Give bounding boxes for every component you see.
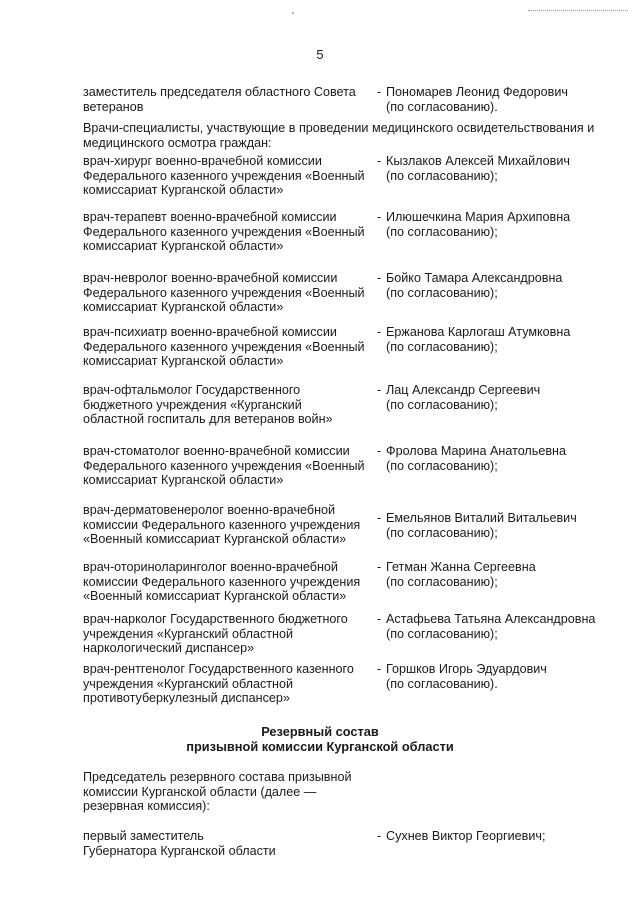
scan-artifact xyxy=(528,10,628,13)
specialist-person: - Фролова Марина Анатольевна (по согласованию); xyxy=(377,444,566,473)
specialist-position: врач-нарколог Государственного бюджетного учреждения «Курганский областной наркологический диспансер» xyxy=(83,612,348,656)
specialist-position: врач-психиатр военно-врачебной комиссии Федерального казенного учреждения «Военный комиссариат Курганской области» xyxy=(83,325,365,369)
specialist-position: врач-хирург военно-врачебной комиссии Федерального казенного учреждения «Военный комиссариат Курганской области» xyxy=(83,154,365,198)
specialist-person: - Астафьева Татьяна Александровна (по согласованию); xyxy=(377,612,596,641)
specialist-position: врач-дерматовенеролог военно-врачебной комиссии Федерального казенного учреждения «Военный комиссариат Курганской области» xyxy=(83,503,361,547)
specialist-position: врач-оториноларинголог военно-врачебной комиссии Федерального казенного учреждения «Военный комиссариат Курганской области» xyxy=(83,560,361,604)
specialist-person: - Илюшечкина Мария Архиповна (по согласованию); xyxy=(377,210,571,239)
specialist-position: врач-терапевт военно-врачебной комиссии Федерального казенного учреждения «Военный комиссариат Курганской области» xyxy=(83,210,365,254)
specialist-person: - Горшков Игорь Эдуардович (по согласованию). xyxy=(377,662,547,691)
specialist-person: - Кызлаков Алексей Михайлович (по согласованию); xyxy=(377,154,570,183)
specialist-person: - Емельянов Виталий Витальевич (по согласованию); xyxy=(377,511,577,540)
reserve-chair-label: Председатель резервного состава призывной комиссии Курганской области (далее — резервная комиссия): xyxy=(83,770,352,814)
page-number: 5 xyxy=(316,47,324,62)
specialist-position: врач-стоматолог военно-врачебной комиссии Федерального казенного учреждения «Военный комиссариат Курганской области» xyxy=(83,444,365,488)
specialist-person: - Гетман Жанна Сергеевна (по согласованию); xyxy=(377,560,536,589)
member-person: - Пономарев Леонид Федорович (по согласованию). xyxy=(377,85,568,114)
section-heading: Резервный состав призывной комиссии Курганской области xyxy=(186,724,454,754)
reserve-member-person: - Сухнев Виктор Георгиевич; xyxy=(377,829,546,843)
scan-artifact xyxy=(292,12,294,14)
reserve-member-position: первый заместитель Губернатора Курганской области xyxy=(83,829,276,858)
specialist-position: врач-рентгенолог Государственного казенного учреждения «Курганский областной противотуберкулезный диспансер» xyxy=(83,662,354,706)
specialist-person: - Лац Александр Сергеевич (по согласованию); xyxy=(377,383,541,412)
specialist-position: врач-невролог военно-врачебной комиссии Федерального казенного учреждения «Военный комиссариат Курганской области» xyxy=(83,271,365,315)
specialist-position: врач-офтальмолог Государственного бюджетного учреждения «Курганский областной госпиталь для ветеранов войн» xyxy=(83,383,333,427)
specialists-intro: Врачи-специалисты, участвующие в проведении медицинского освидетельствования и медицинского осмотра граждан: xyxy=(83,121,595,150)
member-position: заместитель председателя областного Совета ветеранов xyxy=(83,85,356,114)
specialist-person: - Бойко Тамара Александровна (по согласованию); xyxy=(377,271,563,300)
specialist-person: - Ержанова Карлогаш Атумковна (по согласованию); xyxy=(377,325,571,354)
